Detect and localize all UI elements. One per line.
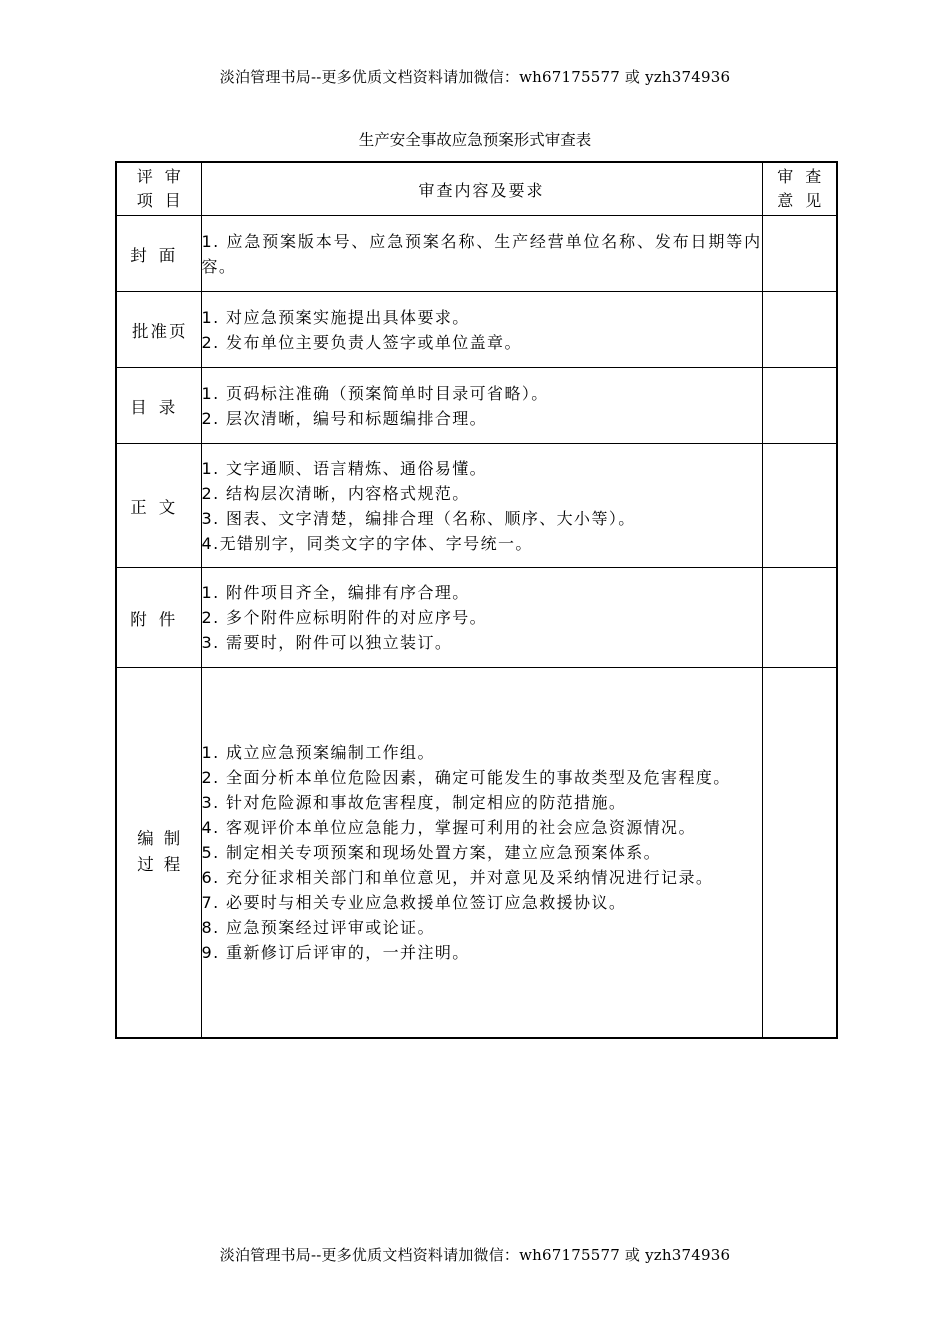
table-row-body-text (116, 444, 837, 568)
row-item-label: 封面 (116, 216, 201, 292)
content-line: 2. 层次清晰，编号和标题编排合理。 (201, 408, 488, 428)
content-line: 9. 重新修订后评审的，一并注明。 (201, 942, 470, 962)
content-line: 8. 应急预案经过评审或论证。 (201, 917, 435, 937)
content-line: 6. 充分征求相关部门和单位意见，并对意见及采纳情况进行记录。 (201, 867, 714, 887)
content-line: 7. 必要时与相关专业应急救援单位签订应急救援协议。 (201, 892, 627, 912)
content-line: 1. 对应急预案实施提出具体要求。 (201, 307, 470, 327)
row-item-label: 正文 (116, 444, 201, 568)
row-content (201, 668, 762, 1038)
content-line: 1. 成立应急预案编制工作组。 (201, 742, 435, 762)
table-row-approval-page (116, 292, 837, 368)
row-content (201, 368, 762, 444)
content-line: 2. 结构层次清晰，内容格式规范。 (201, 483, 470, 503)
row-content (201, 216, 762, 292)
row-opinion (762, 216, 837, 292)
content-line: 5. 制定相关专项预案和现场处置方案，建立应急预案体系。 (201, 842, 662, 862)
row-opinion (762, 368, 837, 444)
table-row-attachments (116, 568, 837, 668)
content-line: 1. 文字通顺、语言精炼、通俗易懂。 (201, 458, 488, 478)
header-content: 审查内容及要求 (201, 162, 762, 216)
content-line: 3. 针对危险源和事故危害程度，制定相应的防范措施。 (201, 792, 627, 812)
content-line: 3. 需要时，附件可以独立装订。 (201, 633, 453, 652)
table-row-compilation-process (116, 668, 837, 1038)
row-content (201, 292, 762, 368)
row-content (201, 444, 762, 568)
table-row-cover (116, 216, 837, 292)
content-line: 1. 应急预案版本号、应急预案名称、生产经营单位名称、发布日期等内容。 (201, 231, 762, 276)
row-opinion (762, 292, 837, 368)
row-opinion (762, 568, 837, 668)
table-row-toc (116, 368, 837, 444)
content-line: 2. 发布单位主要负责人签字或单位盖章。 (201, 332, 522, 352)
page-header: 淡泊管理书局--更多优质文档资料请加微信：wh67175577 或 yzh374936 (219, 68, 731, 86)
content-line: 4. 客观评价本单位应急能力，掌握可利用的社会应急资源情况。 (201, 817, 696, 837)
content-line: 1. 附件项目齐全，编排有序合理。 (201, 583, 470, 602)
row-content (201, 568, 762, 668)
row-item-label: 目录 (116, 368, 201, 444)
content-line: 2. 全面分析本单位危险因素，确定可能发生的事故类型及危害程度。 (201, 767, 731, 787)
row-opinion (762, 444, 837, 568)
row-item-label: 附件 (116, 568, 201, 668)
content-line: 2. 多个附件应标明附件的对应序号。 (201, 608, 488, 627)
content-line: 4.无错别字，同类文字的字体、字号统一。 (201, 533, 533, 553)
header-review-item: 评审 项目 (116, 162, 201, 216)
row-item-label: 编制 过程 (116, 668, 201, 1038)
review-table (115, 161, 838, 1039)
content-line: 3. 图表、文字清楚，编排合理（名称、顺序、大小等）。 (201, 508, 636, 528)
page-footer: 淡泊管理书局--更多优质文档资料请加微信：wh67175577 或 yzh374936 (219, 1246, 731, 1264)
header-opinion: 审查 意见 (762, 162, 837, 216)
table-header-row (116, 162, 837, 216)
row-opinion (762, 668, 837, 1038)
content-line: 1. 页码标注准确（预案简单时目录可省略）。 (201, 383, 549, 403)
document-title: 生产安全事故应急预案形式审查表 (358, 131, 592, 149)
row-item-label: 批准页 (116, 292, 201, 368)
